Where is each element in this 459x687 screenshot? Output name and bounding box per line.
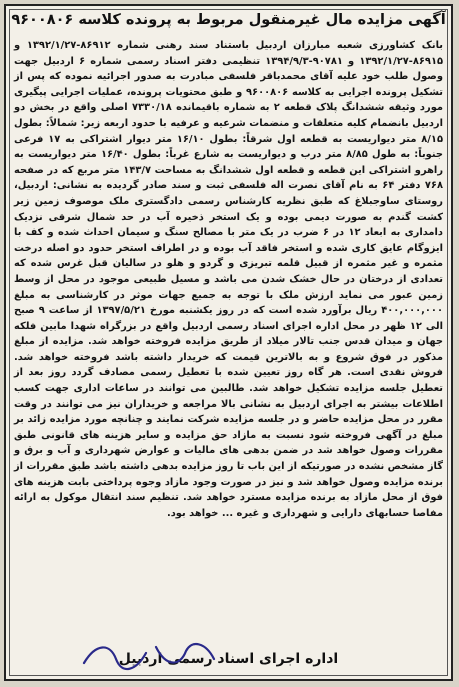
notice-title: آگهی مزایده مال غیرمنقول مربوط به پرونده کلاسه ۹۶۰۰۸۰۶ (11, 12, 446, 28)
handwritten-mark-icon (76, 633, 226, 675)
notice-footer: اداره اجرای اسناد رسمی اردبیل (118, 651, 339, 667)
auction-notice (4, 4, 453, 681)
notice-body (14, 38, 443, 521)
notice-body-text: بانک کشاورزی شعبه مبارزان اردبیل باستناد سند رهنی شماره ۸۶۹۱۲-۱۳۹۲/۱/۲۷ و ۸۶۹۱۵-۱۳۹۲/۱/۲۷ و ۹۰۷۸۱-۱۳۹۴/۹/۳ تنظیمی دفتر اسناد رسمی شماره ۶ اردبیل جهت وصول طلب خود علیه آقای محمدباقر فلسفی مبادرت به صدور اجرائیه نموده که پس از تشکیل پرونده اجرایی به کلاسه ۹۶۰۰۸۰۶ و طبق محتویات پرونده، عملیات اجرایی پیگیری مورد وثیقه ششدانگ پلاک قطعه ۲ به شماره باقیمانده ۷۳۳۰/۱۸ اصلی واقع در بخش دو اردبیل بانضمام کلیه متعلقات و منضمات شرعیه و عرفیه با حدود اربعه زیر: شمالاً: بطول ۸/۱۵ متر دیواریست به قطعه اول شرقاً: بطول ۱۶/۱۰ متر دیوار اشتراکی به ۱۷ فرعی جنوباً: به طول ۸/۸۵ متر درب و دیواریست به شارع غرباً: بطول ۱۶/۴۰ متر دیواریست به راهرو اشتراکی این قطعه و قطعه اول ششدانگ به مساحت ۱۴۳/۷ متر مربع که در صفحه ۷۶۸ دفتر ۶۴ به نام آقای نصرت اله فلسفی ثبت و سند صادر گردیده به نشانی: اردبیل، روستای ساوجبلاغ که طبق نظریه کارشناس رسمی دادگستری ملک موصوف زمین زیر کشت گندم به صورت دیمی بوده و یک استخر ذخیره آب در حد شمال شرقی نزدیک دامداری به ابعاد ۱۲ در ۶ ضرب در یک متر با مصالح سنگ و سیمان احداث شده و کف با ایزوگام عایق کاری شده و استخر فاقد آب بوده و در اطراف استخر حدود دو اصله درخت مثمره و غیر مثمره از قبیل قلمه تبریزی و گردو و هلو در سالیان قبل غرس شده که تعدادی از درختان در حال خشک شدن می باشد و مسیل طبیعی موجود در محل از وسط زمین عبور می نماید ارزش ملک با توجه به جمیع جهات موثر در کارشناسی به مبلغ ۴۰۰,۰۰۰,۰۰۰ ریال برآورد شده است که در روز یکشنبه مورخ ۱۳۹۷/۵/۲۱ از ساعت ۹ صبح الی ۱۲ ظهر در محل اداره اجرای اسناد رسمی اردبیل واقع در بزرگراه شهدا مابین فلکه جهان و میدان قدس جنب تالار میلاد از طریق مزایده فروخته خواهد شد. مزایده از مبلغ مذکور در فوق شروع و به بالاترین قیمت که خریدار داشته باشد فروخته خواهد شد. فروش نقدی است. هر گاه روز تعیین شده با تعطیل رسمی مصادف گردد روز بعد از تعطیل جلسه مزایده تشکیل خواهد شد. طالبین می توانند در ساعات اداری جهت کسب اطلاعات بیشتر به اجرای اردبیل به نشانی بالا مراجعه و خریداران نیز می توانند در وقت مقرر در محل مزایده حاضر و در جلسه مزایده شرکت نمایند و چنانچه مورد مزایده زائد بر مبلغ در آگهی فروخته شود نسبت به مازاد حق مزایده و سایر هزینه های قانونی طبق مقررات وصول خواهد شد در ضمن بدهی های مالیات و عوارض شهرداری و آب و برق و گاز مشخص نشده در صورتیکه از این باب تا روز مزایده بدهی داشته باشد طبق مقررات از برنده مزایده وصول خواهد شد و نیز در صورت وجود مازاد وجوه پرداختی بابت هزینه های فوق از محل مازاد به برنده مزایده مسترد خواهد شد. تنظیم سند انتقال موکول به ارائه مفاصا حسابهای دارایی و شهرداری و غیره ... خواهد بود. (14, 40, 444, 519)
